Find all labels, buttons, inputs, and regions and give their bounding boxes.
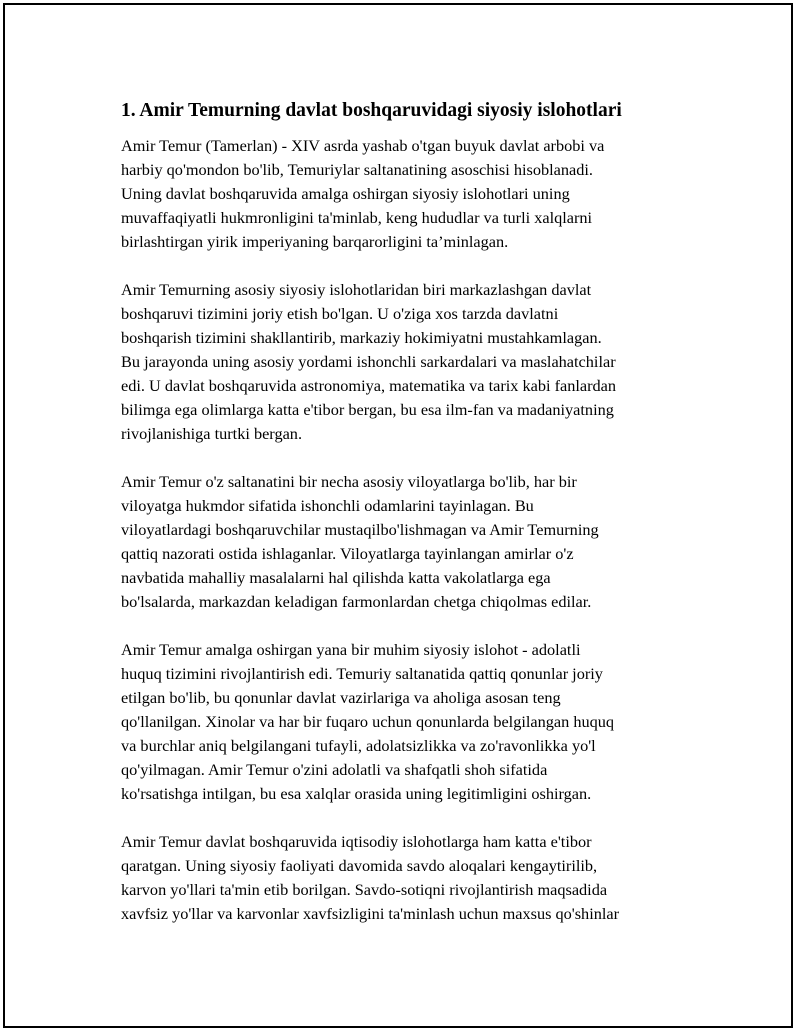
text-line: xavfsiz yo'llar va karvonlar xavfsizligini ta'minlash uchun maxsus qo'shinlar bbox=[121, 904, 620, 923]
document-body bbox=[121, 99, 691, 950]
text-line: Uning davlat boshqaruvida amalga oshirgan siyosiy islohotlari uning bbox=[121, 184, 570, 203]
paragraph-2 bbox=[121, 278, 691, 446]
text-line: Amir Temur davlat boshqaruvida iqtisodiy islohotlarga ham katta e'tibor bbox=[121, 832, 592, 851]
text-line: bo'lsalarda, markazdan keladigan farmonlardan chetga chiqolmas edilar. bbox=[121, 592, 592, 611]
text-line: Amir Temurning asosiy siyosiy islohotlaridan biri markazlashgan davlat bbox=[121, 280, 592, 299]
text-line: huquq tizimini rivojlantirish edi. Temuriy saltanatida qattiq qonunlar joriy bbox=[121, 664, 603, 683]
text-line: karvon yo'llari ta'min etib borilgan. Savdo-sotiqni rivojlantirish maqsadida bbox=[121, 880, 608, 899]
text-line: viloyatga hukmdor sifatida ishonchli odamlarini tayinlagan. Bu bbox=[121, 496, 534, 515]
text-line: boshqarish tizimini shakllantirib, markaziy hokimiyatni mustahkamlagan. bbox=[121, 328, 602, 347]
paragraph-1 bbox=[121, 134, 691, 254]
text-line: Amir Temur (Tamerlan) - XIV asrda yashab o'tgan buyuk davlat arbobi va bbox=[121, 136, 605, 155]
section-heading: 1. Amir Temurning davlat boshqaruvidagi siyosiy islohotlari bbox=[121, 100, 622, 121]
paragraph-4 bbox=[121, 638, 691, 806]
text-line: birlashtirgan yirik imperiyaning barqarorligini ta’minlagan. bbox=[121, 232, 509, 251]
text-line: rivojlanishiga turtki bergan. bbox=[121, 424, 303, 443]
document-page bbox=[3, 3, 793, 1028]
text-line: qaratgan. Uning siyosiy faoliyati davomida savdo aloqalari kengaytirilib, bbox=[121, 856, 598, 875]
text-line: harbiy qo'mondon bo'lib, Temuriylar saltanatining asoschisi hisoblanadi. bbox=[121, 160, 593, 179]
text-line: qo'yilmagan. Amir Temur o'zini adolatli va shafqatli shoh sifatida bbox=[121, 760, 548, 779]
text-line: qattiq nazorati ostida ishlaganlar. Viloyatlarga tayinlangan amirlar o'z bbox=[121, 544, 574, 563]
text-line: va burchlar aniq belgilangani tufayli, adolatsizlikka va zo'ravonlikka yo'l bbox=[121, 736, 596, 755]
text-line: qo'llanilgan. Xinolar va har bir fuqaro uchun qonunlarda belgilangan huquq bbox=[121, 712, 615, 731]
paragraph-5 bbox=[121, 830, 691, 926]
text-line: etilgan bo'lib, bu qonunlar davlat vazirlariga va aholiga asosan teng bbox=[121, 688, 561, 707]
text-line: ko'rsatishga intilgan, bu esa xalqlar orasida uning legitimligini oshirgan. bbox=[121, 784, 592, 803]
text-line: bilimga ega olimlarga katta e'tibor bergan, bu esa ilm-fan va madaniyatning bbox=[121, 400, 614, 419]
paragraph-3 bbox=[121, 470, 691, 614]
text-line: edi. U davlat boshqaruvida astronomiya, matematika va tarix kabi fanlardan bbox=[121, 376, 617, 395]
text-line: Bu jarayonda uning asosiy yordami ishonchli sarkardalari va maslahatchilar bbox=[121, 352, 616, 371]
text-line: boshqaruvi tizimini joriy etish bo'lgan. U o'ziga xos tarzda davlatni bbox=[121, 304, 559, 323]
text-line: muvaffaqiyatli hukmronligini ta'minlab, keng hududlar va turli xalqlarni bbox=[121, 208, 593, 227]
text-line: viloyatlardagi boshqaruvchilar mustaqilbo'lishmagan va Amir Temurning bbox=[121, 520, 599, 539]
text-line: navbatida mahalliy masalalarni hal qilishda katta vakolatlarga ega bbox=[121, 568, 551, 587]
text-line: Amir Temur amalga oshirgan yana bir muhim siyosiy islohot - adolatli bbox=[121, 640, 581, 659]
text-line: Amir Temur o'z saltanatini bir necha asosiy viloyatlarga bo'lib, har bir bbox=[121, 472, 577, 491]
